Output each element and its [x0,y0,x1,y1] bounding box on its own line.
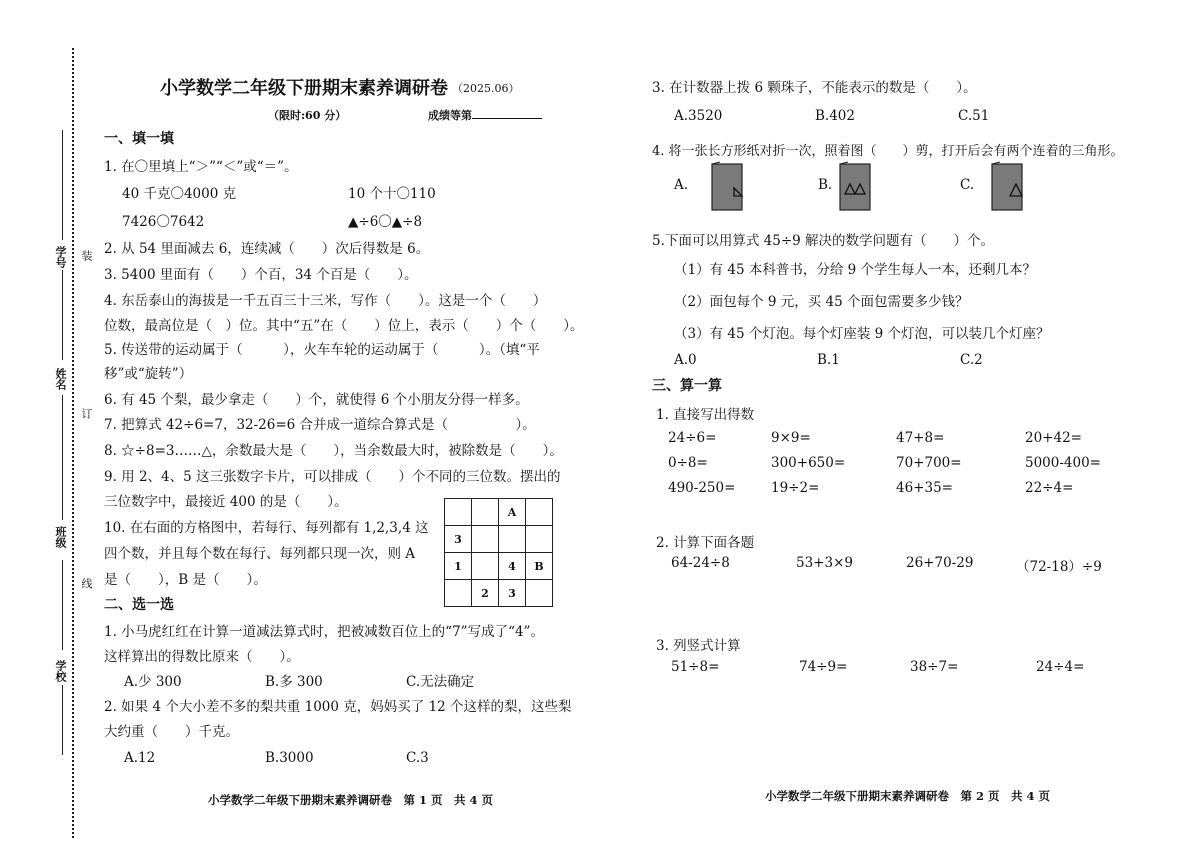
binding-mark-xian: 线 [80,578,93,589]
q1-item-c: 7426〇7642 [122,214,205,230]
choice3-text: 3. 在计数器上拨 6 颗珠子，不能表示的数是（ ）。 [652,80,977,96]
section-3-heading: 三、算一算 [652,378,722,394]
binding-line-1 [62,130,63,240]
choice4-option-b[interactable]: B. [818,177,833,193]
grade-label-text: 成绩等第 [428,109,472,122]
section-2-heading: 二、选一选 [104,597,174,613]
q5-text-line2: 移”或“旋转”） [104,366,193,382]
grade-blank[interactable] [472,118,542,119]
vertical-problem: 74÷9= [799,659,848,675]
q9-text-line2: 三位数字中，最接近 400 的是（ ）。 [104,494,348,510]
section-1-heading: 一、填一填 [104,131,174,147]
time-limit: （限时:60 分） [268,109,347,122]
grid-cell [472,553,499,580]
grid-cell [472,526,499,553]
choice2-option-a[interactable]: A.12 [124,750,156,766]
choice5-item-3: （3）有 45 个灯泡。每个灯座装 9 个灯泡，可以装几个灯座？ [674,326,1050,342]
page-2-footer: 小学数学二年级下册期末素养调研卷 第 2 页 共 4 页 [765,789,1051,803]
folded-paper-b-icon [838,160,874,212]
choice2-option-c[interactable]: C.3 [406,750,429,766]
q4-text-line2: 位数，最高位是（ ）位。其中“五”在（ ）位上，表示（ ）个（ ）。 [104,318,584,334]
choice1-option-c[interactable]: C.无法确定 [406,674,475,690]
direct-problem: 490-250= [668,480,736,496]
q1-item-a: 40 千克〇4000 克 [122,186,237,202]
grid-cell [526,526,553,553]
class-label: 班级 [54,526,67,548]
q5-text-line1: 5. 传送带的运动属于（ ），火车车轮的运动属于（ ）。（填“平 [104,342,540,358]
direct-problem: 46+35= [896,480,953,496]
grid-cell [472,499,499,526]
binding-mark-ding: 订 [80,408,93,419]
direct-problem: 300+650= [771,455,846,471]
choice1-option-a[interactable]: A.少 300 [124,674,182,690]
q1-item-b: 10 个十〇110 [348,186,436,202]
binding-dotted-line [72,48,74,838]
folded-paper-a-icon [710,160,746,212]
vertical-problem: 51÷8= [671,659,720,675]
q10-text-line3: 是（ ），B 是（ ）。 [104,572,267,588]
grid-cell [499,526,526,553]
direct-problem: 0÷8= [668,455,708,471]
choice5-text: 5.下面可以用算式 45÷9 解决的数学问题有（ ）个。 [652,233,995,249]
choice2-text-line1: 2. 如果 4 个大小差不多的梨共重 1000 克，妈妈买了 12 个这样的梨，这些梨 [104,699,572,715]
q4-text-line1: 4. 东岳泰山的海拔是一千五百三十三米，写作（ ）。这是一个（ ） [104,293,547,309]
compute-problem: 53+3×9 [796,555,853,571]
grid-cell: A [499,499,526,526]
page-1-footer: 小学数学二年级下册期末素养调研卷 第 1 页 共 4 页 [208,793,494,807]
q10-text-line2: 四个数，并且每个数在每行、每列都只现一次，则 A [104,546,416,562]
grid-cell: 3 [445,526,472,553]
q3-text: 3. 5400 里面有（ ）个百，34 个百是（ ）。 [104,267,418,283]
direct-problem: 47+8= [896,430,945,446]
choice3-option-a[interactable]: A.3520 [674,108,723,124]
vertical-problem: 24÷4= [1036,659,1085,675]
q6-text: 6. 有 45 个梨，最少拿走（ ）个，就使得 6 个小朋友分得一样多。 [104,392,529,408]
choice5-item-2: （2）面包每个 9 元，买 45 个面包需要多少钱？ [674,294,969,310]
choice3-option-b[interactable]: B.402 [815,108,855,124]
q1-item-d: ▲÷6〇▲÷8 [348,214,423,230]
grid-cell: 1 [445,553,472,580]
choice1-option-b[interactable]: B.多 300 [265,674,323,690]
choice4-option-c[interactable]: C. [960,177,975,193]
exam-date: （2025.06） [452,82,520,95]
student-id-label: 学号 [54,246,67,268]
compute-problem: 64-24÷8 [671,555,730,571]
choice2-text-line2: 大约重（ ）千克。 [104,724,239,740]
grid-cell [445,499,472,526]
choice5-option-c[interactable]: C.2 [960,352,983,368]
grid-cell [445,580,472,607]
name-label: 姓名 [54,368,67,390]
subsection-compute: 2. 计算下面各题 [656,535,755,551]
direct-problem: 9×9= [771,430,811,446]
direct-problem: 70+700= [896,455,962,471]
subsection-direct-answer: 1. 直接写出得数 [656,407,755,423]
direct-problem: 22÷4= [1025,480,1074,496]
q2-text: 2. 从 54 里面减去 6，连续减（ ）次后得数是 6。 [104,241,430,257]
choice1-text-line2: 这样算出的得数比原来（ ）。 [104,649,300,665]
school-label: 学校 [54,660,67,682]
q1-text: 1. 在〇里填上“＞”“＜”或“＝”。 [104,159,298,175]
grid-cell [526,499,553,526]
grid-cell: B [526,553,553,580]
binding-mark-zhuang: 装 [80,250,93,261]
direct-problem: 24÷6= [668,430,717,446]
q7-text: 7. 把算式 42÷6=7，32-26=6 合并成一道综合算式是（ ）。 [104,417,536,433]
grid-cell: 2 [472,580,499,607]
binding-line-5 [62,685,63,755]
choice1-text-line1: 1. 小马虎红红在计算一道减法算式时，把被减数百位上的“7”写成了“4”。 [104,624,544,640]
latin-square-grid [444,498,553,607]
choice5-option-b[interactable]: B.1 [817,352,840,368]
grade-label [428,107,542,123]
grid-cell: 3 [499,580,526,607]
vertical-problem: 38÷7= [910,659,959,675]
exam-title: 小学数学二年级下册期末素养调研卷 [160,78,448,99]
choice4-option-a[interactable]: A. [674,177,689,193]
q8-text: 8. ☆÷8=3……△，余数最大是（ ），当余数最大时，被除数是（ ）。 [104,443,563,459]
compute-problem: 26+70-29 [906,555,974,571]
compute-problem: （72-18）÷9 [1016,559,1102,575]
folded-paper-c-icon [990,160,1026,212]
direct-problem: 20+42= [1025,430,1082,446]
grid-cell: 4 [499,553,526,580]
grid-cell [526,580,553,607]
binding-line-2 [62,270,63,360]
binding-line-4 [62,560,63,650]
choice4-text: 4. 将一张长方形纸对折一次，照着图（ ）剪，打开后会有两个连着的三角形。 [652,144,1124,159]
q9-text-line1: 9. 用 2、4、5 这三张数字卡片，可以排成（ ）个不同的三位数。摆出的 [104,469,561,485]
direct-problem: 5000-400= [1025,455,1101,471]
subsection-vertical: 3. 列竖式计算 [656,638,741,654]
choice5-option-a[interactable]: A.0 [674,352,697,368]
binding-line-3 [62,395,63,520]
q10-text-line1: 10. 在右面的方格图中，若每行、每列都有 1,2,3,4 这 [104,520,429,536]
choice5-item-1: （1）有 45 本科普书，分给 9 个学生每人一本，还剩几本？ [674,262,1037,278]
choice2-option-b[interactable]: B.3000 [265,750,314,766]
direct-problem: 19÷2= [771,480,820,496]
choice3-option-c[interactable]: C.51 [958,108,990,124]
